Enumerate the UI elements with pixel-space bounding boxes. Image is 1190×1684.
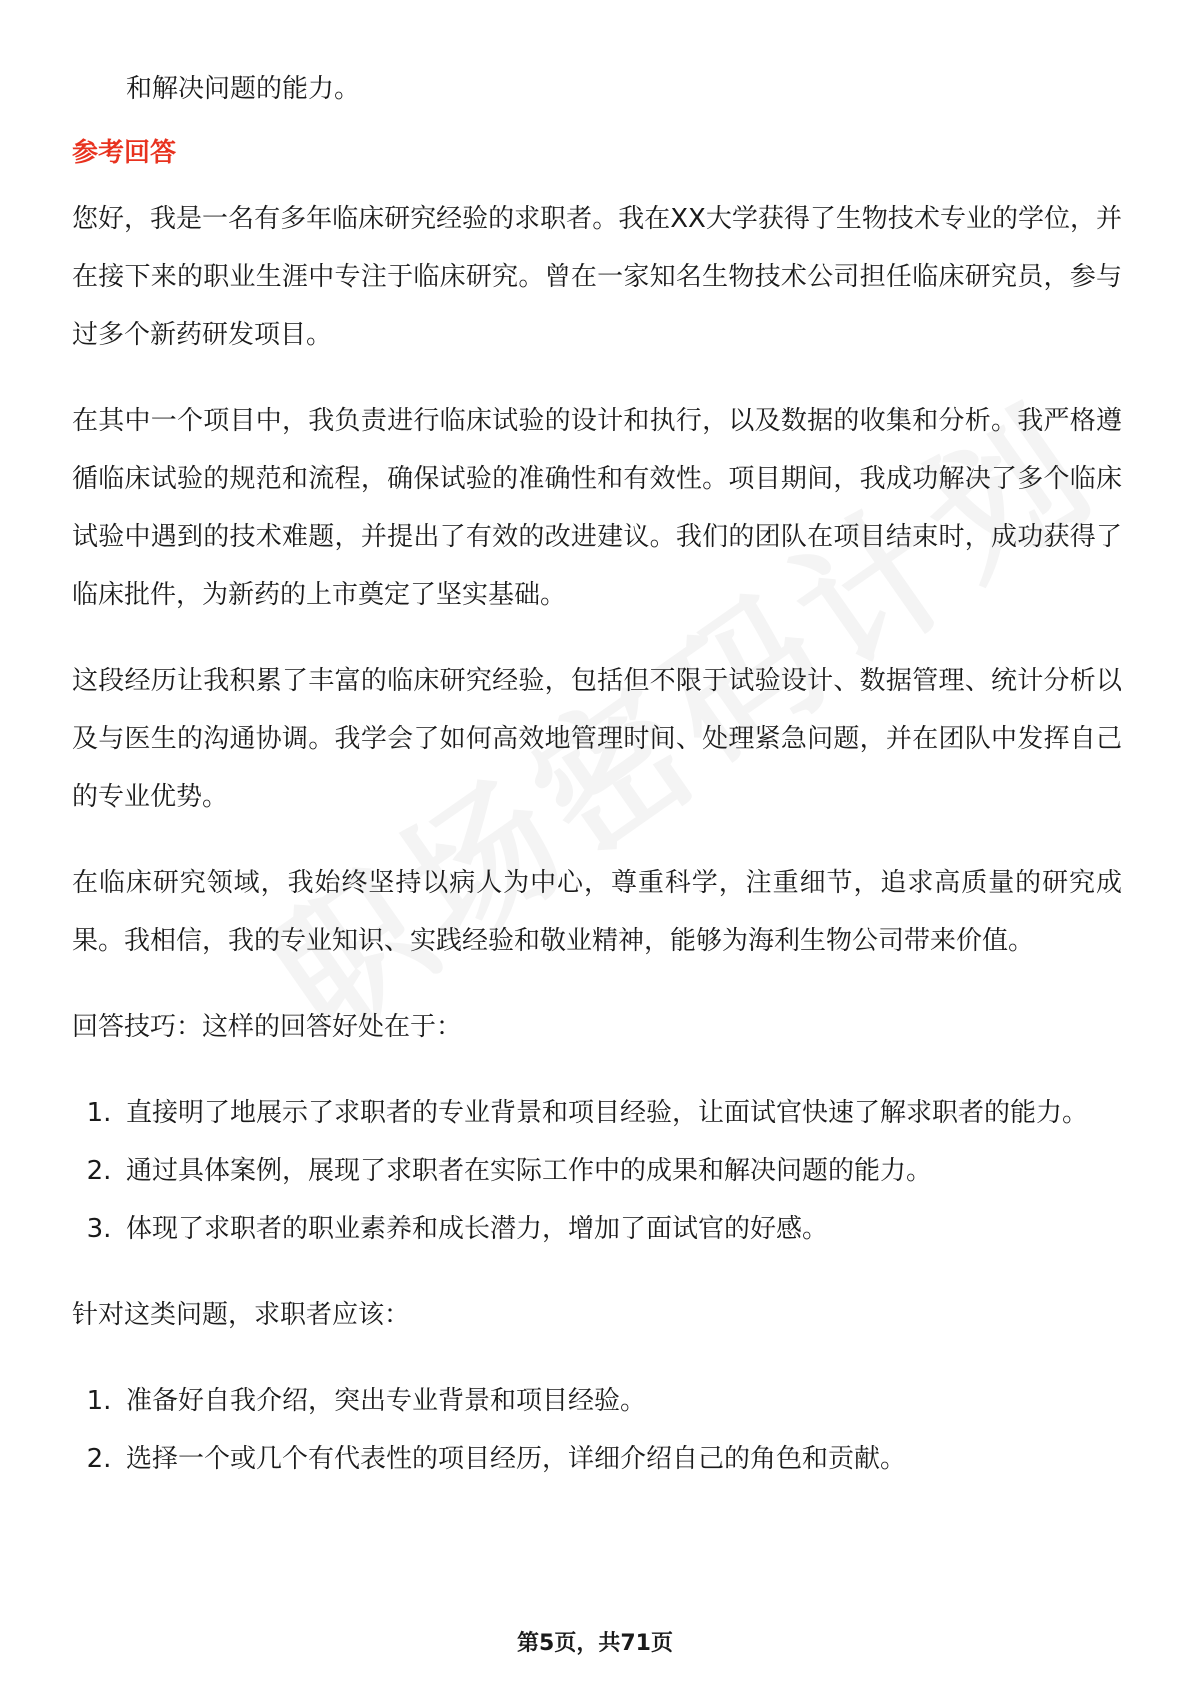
list-number: 1. [86,1386,112,1416]
tips-list [72,1084,1122,1258]
list-number: 1. [86,1098,112,1128]
list-item [72,1372,1122,1430]
list-text: 选择一个或几个有代表性的项目经历，详细介绍自己的角色和贡献。 [126,1444,907,1474]
answer-paragraph-4: 在临床研究领域，我始终坚持以病人为中心，尊重科学，注重细节，追求高质量的研究成果。我相信，我的专业知识、实践经验和敬业精神，能够为海利生物公司带来价值。 [72,868,1122,956]
list-item [72,1142,1122,1200]
list-text: 准备好自我介绍，突出专业背景和项目经验。 [126,1386,647,1416]
section-title: 参考回答 [72,138,177,168]
advice-intro: 针对这类问题，求职者应该： [72,1300,411,1330]
answer-paragraph-3: 这段经历让我积累了丰富的临床研究经验，包括但不限于试验设计、数据管理、统计分析以及与医生的沟通协调。我学会了如何高效地管理时间、处理紧急问题，并在团队中发挥自己的专业优势。 [72,666,1122,812]
list-text: 通过具体案例，展现了求职者在实际工作中的成果和解决问题的能力。 [126,1156,933,1186]
list-text: 体现了求职者的职业素养和成长潜力，增加了面试官的好感。 [126,1214,829,1244]
list-number: 2. [86,1444,112,1474]
tips-intro: 回答技巧：这样的回答好处在于： [72,1012,463,1042]
page-footer: 第5页，共71页 [517,1631,673,1656]
answer-paragraph-1: 您好，我是一名有多年临床研究经验的求职者。我在XX大学获得了生物技术专业的学位，并在接下来的职业生涯中专注于临床研究。曾在一家知名生物技术公司担任临床研究员，参与过多个新药研发项目。 [72,204,1122,350]
continuation-line: 和解决问题的能力。 [126,74,361,104]
advice-list [72,1372,1122,1488]
answer-paragraph-2: 在其中一个项目中，我负责进行临床试验的设计和执行，以及数据的收集和分析。我严格遵循临床试验的规范和流程，确保试验的准确性和有效性。项目期间，我成功解决了多个临床试验中遇到的技术难题，并提出了有效的改进建议。我们的团队在项目结束时，成功获得了临床批件，为新药的上市奠定了坚实基础。 [72,406,1122,610]
list-number: 2. [86,1156,112,1186]
list-item [72,1084,1122,1142]
page-content [72,60,1122,1516]
list-number: 3. [86,1214,112,1244]
list-item [72,1430,1122,1488]
list-text: 直接明了地展示了求职者的专业背景和项目经验，让面试官快速了解求职者的能力。 [126,1098,1089,1128]
list-item [72,1200,1122,1258]
